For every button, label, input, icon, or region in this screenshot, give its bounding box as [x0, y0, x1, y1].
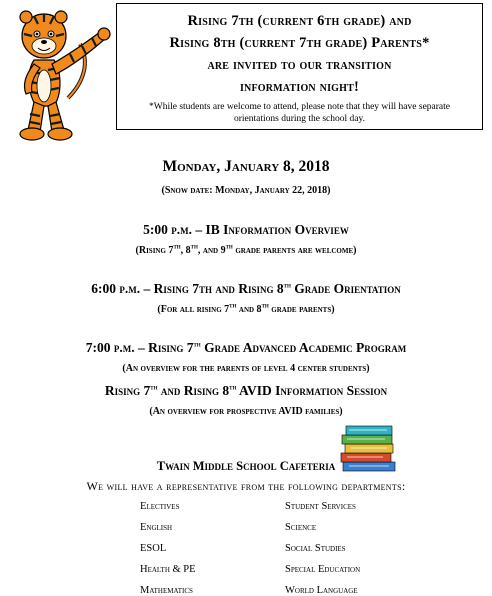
session-aap-title: 7:00 p.m. – Rising 7th Grade Advanced Academic Program	[85, 340, 407, 355]
invitation-line-1: Rising 7th (current 6th grade) and	[187, 13, 412, 29]
department-right-2: Science	[285, 522, 317, 533]
session-avid-note: (An overview for prospective AVID families)	[149, 406, 343, 417]
department-left-4: Health & PE	[140, 564, 196, 575]
department-right-5: World Language	[285, 585, 358, 596]
tiger-mascot-image	[4, 2, 114, 144]
department-left-5: Mathematics	[140, 585, 193, 596]
session-ib-title: 5:00 p.m. – IB Information Overview	[143, 222, 349, 237]
event-date: Monday, January 8, 2018	[162, 158, 330, 175]
department-left-2: English	[140, 522, 173, 533]
session-orientation-title: 6:00 p.m. – Rising 7th and Rising 8th Grade Orientation	[91, 281, 401, 296]
department-left-3: ESOL	[140, 543, 167, 554]
departments-intro: We will have a representative from the following departments:	[86, 479, 406, 493]
department-right-1: Student Services	[285, 501, 356, 512]
invitation-line-3: are invited to our transition	[207, 57, 392, 73]
snow-date: (Snow date: Monday, January 22, 2018)	[161, 185, 331, 196]
department-right-3: Social Studies	[285, 543, 346, 554]
session-ib-note: (Rising 7th, 8th, and 9th grade parents are welcome)	[135, 243, 357, 256]
invitation-line-4: information night!	[239, 79, 360, 95]
location: Twain Middle School Cafeteria	[156, 459, 336, 473]
invitation-box	[116, 3, 483, 130]
session-orientation-note: (For all rising 7th and 8th grade parents)	[157, 302, 335, 315]
session-aap-note: (An overview for the parents of level 4 center students)	[122, 363, 370, 374]
department-right-4: Special Education	[285, 564, 361, 575]
invitation-note: *While students are welcome to attend, please note that they will have separate orientations during the school day.	[149, 102, 450, 124]
invitation-line-2: Rising 8th (current 7th grade) Parents*	[169, 35, 430, 51]
session-avid-title: Rising 7th and Rising 8th AVID Information Session	[104, 383, 388, 398]
department-left-1: Electives	[140, 501, 180, 512]
